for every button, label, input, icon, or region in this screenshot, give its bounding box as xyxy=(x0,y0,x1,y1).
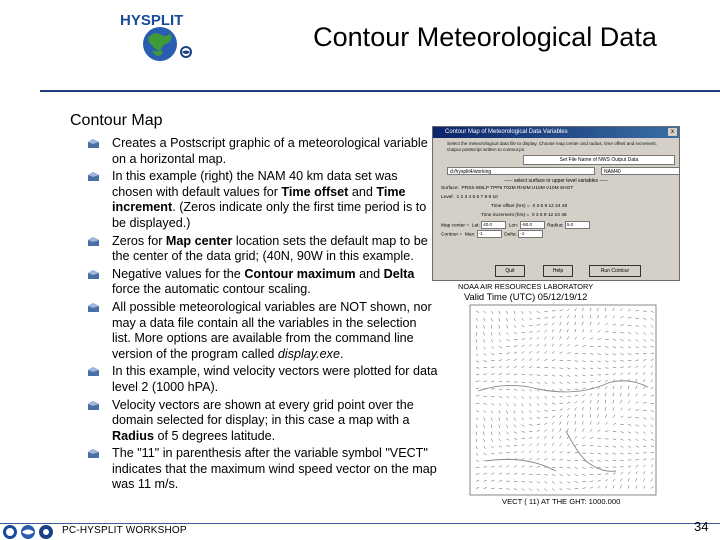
bullet-text: Time increment xyxy=(112,184,406,215)
bullet-item xyxy=(86,300,438,362)
bullet-text: Creates a Postscript graphic of a meteorological variable on a horizontal map. xyxy=(112,136,428,166)
map-valid-time: Valid Time (UTC) 05/12/19/12 xyxy=(464,291,588,302)
header-divider xyxy=(40,90,720,92)
bullet-text: and xyxy=(355,266,384,281)
level-options[interactable]: 1 2 3 4 5 6 7 8 9 10 xyxy=(456,195,498,200)
time-offset-row xyxy=(441,203,679,211)
close-icon[interactable]: x xyxy=(668,128,677,136)
bullet-icon xyxy=(88,449,99,458)
file-name-button[interactable]: Set File Name of NWS Output Data xyxy=(523,155,675,165)
bullet-icon xyxy=(88,270,99,279)
map-caption: VECT ( 11) AT THE GHT: 1000.000 xyxy=(502,497,621,506)
bullet-item xyxy=(86,267,438,298)
run-contour-button[interactable]: Run Contour xyxy=(589,265,641,277)
bullet-text: Delta xyxy=(383,266,415,281)
map-center-row xyxy=(441,221,679,229)
bullet-text: force the automatic contour scaling. xyxy=(112,282,311,297)
quit-button[interactable]: Quit xyxy=(495,265,525,277)
bullet-icon xyxy=(88,237,99,246)
surface-row xyxy=(441,185,679,193)
bullet-text: Velocity vectors are shown at every grid point over the domain selected for display; in this case a map with a xyxy=(112,397,414,428)
bullet-item xyxy=(86,136,438,167)
bullet-list xyxy=(86,136,438,495)
surface-label: Surface: xyxy=(441,186,459,191)
map-agency-label: NOAA AIR RESOURCES LABORATORY xyxy=(458,282,594,291)
bullet-item xyxy=(86,446,438,493)
time-offset-options[interactable]: 0 3 6 9 12 24 48 xyxy=(532,204,568,209)
time-increment-label: Time increment (hrs) = xyxy=(481,213,530,218)
bullet-text: The "11" in parenthesis after the variable symbol "VECT" indicates that the maximum wind speed vector on the map was 11 m/s. xyxy=(112,446,437,492)
bullet-text: Map center xyxy=(165,233,233,248)
bullet-text: Negative values for the xyxy=(112,266,245,281)
file-path-row xyxy=(447,167,679,175)
noaa-arl-logo-icon xyxy=(2,524,58,540)
filename-field[interactable]: NAM40 xyxy=(601,167,680,175)
bullet-text: All possible meteorological variables are NOT shown, nor may a data file contain all the variables in the selection list. More options are available from the command line version of the program called xyxy=(112,299,432,361)
bullet-icon xyxy=(88,401,99,410)
contour-dialog-window xyxy=(432,126,680,281)
bullet-item xyxy=(86,364,438,395)
bullet-text: Contour maximum xyxy=(244,266,356,281)
logo-text: HYSPLIT xyxy=(120,12,184,29)
wind-vector-map xyxy=(456,281,664,511)
bullet-text: and xyxy=(348,184,377,199)
time-increment-options[interactable]: 0 3 6 9 12 24 48 xyxy=(531,213,567,218)
footer-divider xyxy=(0,523,720,524)
dialog-title: Contour Map of Meteorological Data Variables xyxy=(445,129,568,135)
bullet-icon xyxy=(88,367,99,376)
section-heading: Contour Map xyxy=(70,112,163,129)
bullet-text: In this example, wind velocity vectors were plotted for data level 2 (1000 hPA). xyxy=(112,364,438,394)
radius-label: Radius: xyxy=(547,223,564,229)
bullet-text: . (Zeros indicate only the first time period is to be displayed.) xyxy=(112,200,427,230)
contour-row xyxy=(441,230,679,238)
bullet-text: location sets the default map to be the center of the data grid; (40N, 90W in this example. xyxy=(112,233,428,264)
max-label: Max: xyxy=(464,232,476,238)
bullet-text: Time offset xyxy=(281,184,349,199)
bullet-text: of 5 degrees latitude. xyxy=(154,428,276,443)
surface-variable-options[interactable]: PRSS MSLP TPP6 T02M RH2M U10M V10M SHGT xyxy=(461,186,574,191)
bullet-icon xyxy=(88,303,99,312)
time-increment-row xyxy=(441,212,679,220)
map-center-label: Map center = xyxy=(441,223,470,229)
lat-input[interactable]: 40.0 xyxy=(481,221,506,229)
lat-label: Lat: xyxy=(471,223,480,229)
lon-input[interactable]: -90.0 xyxy=(520,221,545,229)
bullet-item xyxy=(86,398,438,445)
dialog-titlebar xyxy=(433,127,679,138)
bullet-icon xyxy=(88,139,99,148)
bullet-text: display.exe xyxy=(277,346,340,361)
lon-label: Lon: xyxy=(508,223,519,229)
contour-delta-input[interactable]: -1 xyxy=(518,230,543,238)
bullet-text: Zeros for xyxy=(112,233,166,248)
directory-field[interactable]: d:/hysplit4/working xyxy=(447,167,595,175)
help-button[interactable]: Help xyxy=(543,265,573,277)
footer-workshop: PC-HYSPLIT WORKSHOP xyxy=(62,525,187,536)
bullet-item xyxy=(86,169,438,231)
contour-max-input[interactable]: -1 xyxy=(477,230,502,238)
radius-input[interactable]: 5.0 xyxy=(565,221,590,229)
level-row xyxy=(441,194,679,202)
contour-label: Contour = xyxy=(441,232,463,238)
bullet-text: Radius xyxy=(112,428,154,443)
page-title: Contour Meteorological Data xyxy=(313,22,657,52)
page-number: 34 xyxy=(694,519,709,534)
bullet-item xyxy=(86,234,438,265)
variable-select-label: ----- select surface or upper level variables ----- xyxy=(504,178,608,184)
bullet-text: . xyxy=(339,346,344,361)
bullet-icon xyxy=(88,172,99,181)
level-label: Level: xyxy=(441,195,454,200)
delta-label: Delta: xyxy=(504,232,517,238)
time-offset-label: Time offset (hrs) = xyxy=(491,204,530,209)
dialog-button-row xyxy=(483,265,673,276)
bullet-text: In this example (right) the NAM 40 km data set was chosen with default values for xyxy=(112,169,398,199)
dialog-info-text: Select the meteorological data file to display. Choose map center and radius, time offset and increment. Output postscript written to contour.ps xyxy=(447,141,657,152)
